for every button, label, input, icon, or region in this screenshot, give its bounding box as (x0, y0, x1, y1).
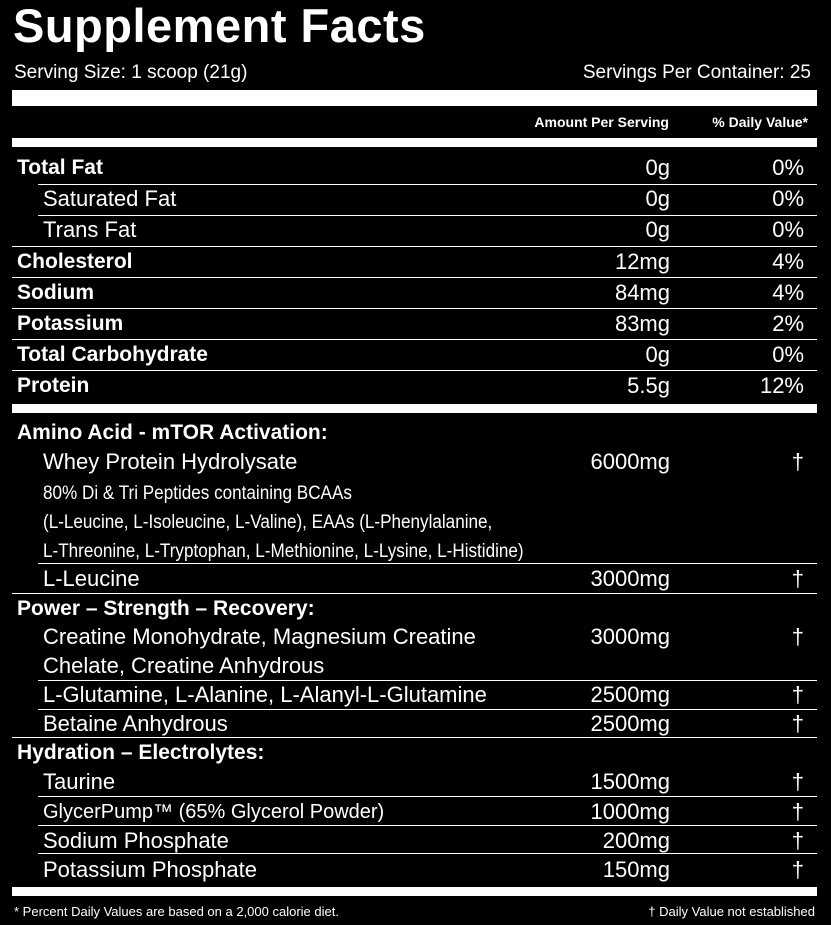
betaine-dv: † (791, 711, 804, 736)
nutrient-label: Total Fat (17, 156, 103, 179)
nutrient-amount: 0g (645, 186, 670, 211)
whey-description-line-2: (L-Leucine, L-Isoleucine, L-Valine), EAAs (L-Phenylalanine, (43, 512, 493, 533)
nutrient-dv: 4% (772, 280, 804, 305)
section-heading-hydration: Hydration – Electrolytes: (17, 741, 265, 764)
thick-divider-header (12, 138, 817, 147)
nutrient-label: Protein (17, 374, 90, 397)
column-header-amount: Amount Per Serving (534, 114, 669, 130)
glycerpump-label: GlycerPump™ (65% Glycerol Powder) (43, 801, 385, 823)
nutrient-amount: 0g (645, 155, 670, 180)
glutamine-dv: † (791, 682, 804, 707)
creatine-label-line-1: Creatine Monohydrate, Magnesium Creatine (43, 624, 476, 649)
whey-description-line-1: 80% Di & Tri Peptides containing BCAAs (43, 483, 352, 504)
taurine-dv: † (791, 769, 804, 794)
row-divider (38, 825, 817, 826)
thick-divider-top (12, 90, 817, 106)
servings-per-container: Servings Per Container: 25 (582, 62, 811, 83)
nutrient-label: Saturated Fat (43, 186, 177, 211)
glutamine-amount: 2500mg (590, 682, 670, 707)
row-divider (38, 215, 817, 216)
nutrient-amount: 5.5g (627, 373, 670, 398)
sodium-phosphate-label: Sodium Phosphate (43, 828, 229, 853)
row-divider (38, 796, 817, 797)
nutrient-amount: 0g (645, 217, 670, 242)
whey-description-line-3: L-Threonine, L-Tryptophan, L-Methionine, L-Lysine, L-Histidine) (43, 541, 524, 562)
thick-divider-bottom (12, 887, 817, 896)
creatine-dv: † (791, 624, 804, 649)
section-divider (12, 593, 817, 594)
glutamine-label: L-Glutamine, L-Alanine, L-Alanyl-L-Glutamine (43, 682, 487, 707)
whey-protein-amount: 6000mg (590, 449, 670, 474)
glycerpump-dv: † (791, 799, 804, 824)
nutrient-amount: 0g (645, 342, 670, 367)
row-divider (38, 853, 817, 854)
nutrient-dv: 0% (772, 342, 804, 367)
whey-protein-dv: † (791, 449, 804, 474)
thick-divider-middle (12, 404, 817, 413)
section-heading-power: Power – Strength – Recovery: (17, 597, 315, 620)
whey-protein-label: Whey Protein Hydrolysate (43, 449, 298, 474)
betaine-amount: 2500mg (590, 711, 670, 736)
creatine-amount: 3000mg (590, 624, 670, 649)
nutrient-label: Potassium (17, 312, 124, 335)
footnote-daily-values: * Percent Daily Values are based on a 2,000 calorie diet. (14, 904, 339, 919)
row-divider (12, 370, 817, 371)
supplement-facts-title: Supplement Facts (13, 0, 426, 52)
nutrient-label: Total Carbohydrate (17, 343, 208, 366)
sodium-phosphate-amount: 200mg (602, 828, 670, 853)
nutrient-dv: 0% (772, 186, 804, 211)
potassium-phosphate-dv: † (791, 857, 804, 882)
creatine-label-line-2: Chelate, Creatine Anhydrous (43, 653, 325, 678)
row-divider (38, 184, 817, 185)
betaine-label: Betaine Anhydrous (43, 711, 228, 736)
row-divider (38, 709, 817, 710)
section-divider (12, 737, 817, 738)
section-heading-amino: Amino Acid - mTOR Activation: (17, 421, 328, 444)
potassium-phosphate-label: Potassium Phosphate (43, 857, 258, 882)
nutrient-amount: 83mg (614, 311, 670, 336)
nutrient-label: Cholesterol (17, 250, 133, 273)
nutrient-dv: 4% (772, 249, 804, 274)
row-divider (12, 246, 817, 247)
leucine-label: L-Leucine (43, 566, 140, 591)
nutrient-amount: 84mg (614, 280, 670, 305)
leucine-amount: 3000mg (590, 566, 670, 591)
nutrient-dv: 2% (772, 311, 804, 336)
row-divider (38, 563, 817, 564)
glycerpump-amount: 1000mg (590, 799, 670, 824)
column-header-daily-value: % Daily Value* (712, 114, 808, 130)
nutrient-label: Trans Fat (43, 217, 137, 242)
nutrient-amount: 12mg (614, 249, 670, 274)
sodium-phosphate-dv: † (791, 828, 804, 853)
nutrient-dv: 0% (772, 155, 804, 180)
row-divider (12, 277, 817, 278)
footnote-dagger: † Daily Value not established (648, 904, 815, 919)
row-divider (38, 680, 817, 681)
taurine-label: Taurine (43, 769, 116, 794)
nutrient-dv: 12% (759, 373, 804, 398)
potassium-phosphate-amount: 150mg (602, 857, 670, 882)
row-divider (12, 339, 817, 340)
row-divider (12, 308, 817, 309)
leucine-dv: † (791, 566, 804, 591)
nutrient-label: Sodium (17, 281, 94, 304)
taurine-amount: 1500mg (590, 769, 670, 794)
nutrient-dv: 0% (772, 217, 804, 242)
serving-size: Serving Size: 1 scoop (21g) (14, 62, 248, 83)
